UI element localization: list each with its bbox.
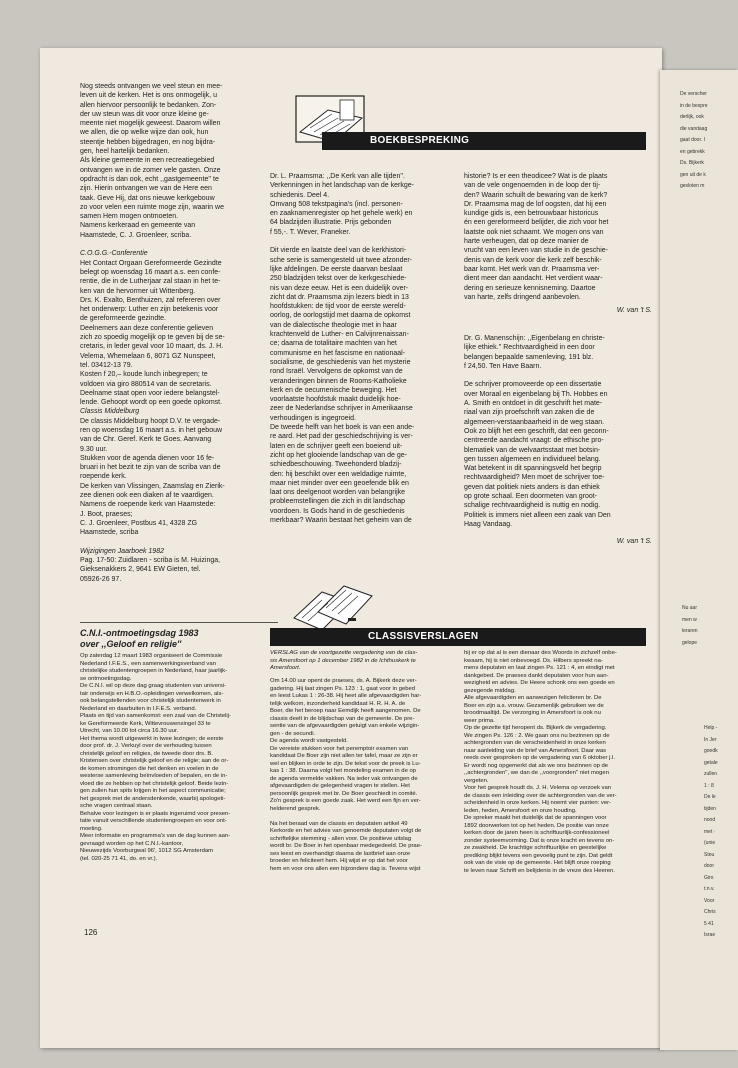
text-line: zonder systeemvorming. Dat is onze kracht en tevens on- — [464, 837, 615, 844]
book-review-column-1 — [270, 172, 458, 525]
text-line: belangen bepaalde samenleving, 191 blz. — [464, 353, 594, 361]
text-line: ,,achtergronden'', we dan de ,,voorgronden'' niet mogen — [464, 770, 609, 776]
text-line: tel. 03412-13 79. — [80, 361, 133, 369]
text-line: laatste ook niet schaamt. We mogen ons van — [464, 228, 604, 236]
text-line: Wat betekent in dit spanningsveld het begrip — [464, 465, 602, 473]
text-line: afgevaardigden de gelegenheid vragen te stellen. Het — [270, 783, 410, 789]
text-line: harte verheugen, dat op deze manier de — [464, 238, 589, 246]
text-line: laat ons deelgenoot worden van belangrijke — [270, 489, 406, 497]
text-line: zee dienen ook een diaken af te vaardigen. — [80, 492, 214, 500]
book-review-column-2 — [464, 172, 652, 302]
text-line: gadering. Hij laat zingen Ps. 123 : 1, gaat voor in gebed — [270, 685, 416, 692]
text-line: met · — [704, 828, 716, 835]
text-line: Kosten f 20,– koude lunch inbegrepen; te — [80, 371, 208, 379]
text-line: ken van de hervormer uit Wittenberg. — [80, 287, 196, 295]
text-line: f 24,50. Ten Have Baarn. — [464, 362, 542, 370]
text-line: gen, heel hartelijk bedanken. — [80, 148, 170, 156]
text-line: Steu — [704, 851, 715, 858]
text-line: het onderwerp: Luther en zijn betekenis voor — [80, 306, 219, 314]
text-line: samen Hem mogen ontmoeten. — [80, 213, 179, 221]
text-line: Behalve voor lezingen is er plaats ingeruimd voor presen- — [80, 810, 231, 817]
text-line: prediking blijkt tevens een gevoelig punt te zijn. Dat geldt — [464, 852, 613, 859]
text-line: nis van deze eeuw. Het is een duidelijk over- — [270, 284, 409, 292]
text-line: Drs. K. Exalto, Benthuizen, zal refereren over — [80, 296, 221, 304]
text-line: gesloten m — [680, 183, 705, 189]
text-line: De spreker maakt het duidelijk dat de spanningen voor — [464, 815, 607, 821]
text-line: Kristensen over christelijk geloof en de religie; aan de or- — [80, 758, 229, 764]
text-line: zicht op het glooiende landschap van de ge- — [270, 451, 407, 459]
text-line: Voor — [704, 897, 715, 904]
text-line: op grote schaal. Een doormeten van groot- — [464, 493, 598, 501]
text-line: probleemstellingen die zich in dit landschap — [270, 498, 406, 506]
adjacent-page — [660, 70, 738, 1050]
text-line: gen zullen hun spits krijgen in het aspect communicatie; — [80, 788, 226, 794]
text-line: kandidaat De Boer zijn niet allen ter tafel, maar ze zijn er — [270, 753, 418, 759]
text-line: moeting. — [80, 825, 103, 832]
text-line: classis deelt in de blijdschap van de gemeente. De pre- — [270, 715, 415, 722]
text-line: opdracht is dan ook, echt ,,gastgemeente'' te — [80, 175, 219, 183]
text-line: Omvang 508 tekstpagina's (incl. personen- — [270, 200, 403, 208]
text-line: Nu aar — [682, 605, 698, 611]
text-line: Om 14.00 uur opent de praeses, ds. A. Bijkerk deze ver- — [270, 678, 417, 684]
text-line: bruari in het bezit te zijn van de scriba van de — [80, 464, 221, 472]
classis-column-b — [464, 650, 650, 875]
text-line: hoofdstukken: de tijd voor de eerste wereld- — [270, 303, 406, 311]
left-column — [80, 82, 278, 584]
text-line: Na het beraad van de classis en deputaten artikel 49 — [270, 820, 408, 827]
boekbespreking-banner — [322, 132, 646, 150]
text-line: vergeten. — [464, 777, 489, 784]
text-line: lijke afdelingen. De eerste daarvan beslaat — [270, 265, 403, 273]
text-line: de classis een inleiding over de achtergronden van de ver- — [464, 792, 617, 799]
text-line: kwaam, hij is niet onbevoegd. Ds. Hilbers spreekt na- — [464, 657, 603, 664]
text-line: van harte, zelfs dringend aanbevolen. — [464, 293, 581, 301]
text-line: getale — [704, 759, 718, 766]
cni-body — [80, 653, 278, 863]
text-line: taak. Geve Hij, dat ons nieuwe kerkgebouw — [80, 194, 215, 202]
text-line: ook belangstellenden voor christelijk studentenwerk in — [80, 698, 221, 704]
text-line: De verscher — [680, 91, 707, 97]
text-line: zijn. Hierin ontvangen we van de Here een — [80, 185, 212, 193]
text-line: se ontmoetingsdag. — [80, 675, 132, 682]
text-line: christelijk geloof en religies, de tweede door drs. B. — [80, 750, 213, 757]
text-line: De kerken van Vlissingen, Zaamslag en Zierik- — [80, 482, 225, 490]
text-line: westerse samenleving beïnvloeden of bepalen, en de in- — [80, 773, 228, 779]
text-line: Op de gezette tijd heropent ds. Bijkerk de vergadering. — [464, 725, 607, 731]
text-line: christelijke studentengroepen in Nederland, haar jaarlijk- — [80, 668, 228, 674]
text-line: merkbaar? Waarin bestaat het geheim van de — [270, 516, 412, 524]
page-number: 126 — [84, 928, 98, 937]
text-line: meente niet mogelijk geweest. Daarom willen — [80, 120, 221, 128]
text-line: 9.30 uur. — [80, 445, 108, 453]
text-line: f 55,-. T. Wever, Franeker. — [270, 228, 351, 236]
text-line: (tel. 020-25 71 41, do. en vr.). — [80, 855, 158, 862]
text-line: dient meer dan aandacht. Het verdient waar- — [464, 275, 603, 283]
text-line: zich zo spoedig mogelijk op te geven bij de se- — [80, 334, 225, 342]
magazine-page — [40, 48, 662, 1048]
text-line: Israe — [704, 932, 716, 938]
text-line: Giro — [704, 874, 714, 881]
adjacent-fragment-top — [680, 86, 708, 195]
text-line: A. Smith en ontdoet in dit geschrift het mate- — [464, 400, 603, 408]
text-line: wel en blijken in orde te zijn. De tekst voor de preek is Lu- — [270, 760, 421, 767]
text-line: de agenda vermelde vakken. Na ieder vak ontvangen de — [270, 775, 418, 782]
text-line: historie? Is er een theodicee? Wat is de plaats — [464, 173, 608, 180]
text-line: Dit vierde en laatste deel van de kerkhistori- — [270, 247, 407, 255]
text-line: Namens kerkeraad en gemeente van — [80, 222, 196, 230]
text-line: De vereiste stukken voor het peremptoir examen van — [270, 745, 409, 752]
cni-top-rule — [80, 622, 278, 623]
text-line: Meer informatie en programma's van de dag kunnen aan- — [80, 833, 231, 839]
text-line: ook van de visie op de gemeente. Het blijft onze roeping — [464, 860, 611, 866]
text-line: en gebrekk — [680, 148, 705, 155]
text-line: nood — [704, 817, 716, 823]
text-line: belegt op woensdag 16 maart a.s. een confe- — [80, 268, 221, 276]
text-line: zo voor velen een ruimte moge zijn, waarin we — [80, 203, 224, 211]
text-line: den: hij beschikt over een weldadige ruimte, — [270, 470, 407, 478]
adjacent-fragment-mid — [682, 600, 698, 651]
text-line: te leven naar Schrift en belijdenis in de vreze des Heeren. — [464, 867, 615, 874]
text-line: ze zwakheid. De krachtige schriftuurlijke en geestelijke — [464, 845, 607, 851]
text-line: algemeen-verstaanbaarheid in de weg staan. — [464, 418, 605, 426]
text-line: van de Chr. Geref. Kerk te Goes. Aanvang — [80, 436, 212, 444]
text-line: 64 bladzijden illustratie. Prijs gebonden — [270, 219, 392, 227]
text-line: Haamstede, scriba — [80, 529, 139, 537]
text-line: voldoen via giro 880514 van de secretaris. — [80, 380, 212, 388]
text-line: socialisme, de geschiedenis van het mysterie — [270, 358, 411, 366]
boekbespreking-title: BOEKBESPREKING — [370, 135, 470, 146]
text-line: vloed die ze hebben op het christelijk geloof. Beide lezin- — [80, 780, 229, 787]
text-line: Gieksenakkers 2, 9641 EW Gieten, tel. — [80, 566, 201, 574]
text-line: re aard. Het pad der geschiedschrijving is ver- — [270, 433, 413, 441]
text-line: in de bespre — [680, 102, 708, 109]
text-line: Voor het gesprek houdt ds. J. H. Velema op verzoek van — [464, 785, 612, 791]
text-line: communisme en het fascisme en nationaal- — [270, 349, 406, 357]
text-line: leraren — [682, 628, 698, 634]
text-line: Kerkorde en het advies van genoemde deputaten volgt de — [270, 828, 422, 834]
text-line: De tweede helft van het boek is van een ande- — [270, 424, 415, 432]
text-line: Politiek is immers niet alleen een zaak van Den — [464, 511, 611, 519]
text-line: maar niet minder over een geoefende blik en — [270, 479, 409, 487]
cni-title — [80, 628, 278, 650]
text-line: Als kleine gemeente in een recreatiegebied — [80, 157, 215, 165]
text-line: Dr. G. Manenschijn: ,,Eigenbelang en christe- — [464, 335, 605, 342]
text-line: sche vragen centraal staan. — [80, 803, 153, 809]
text-line: steentje hebben bijgedragen, en nog bijdra- — [80, 138, 216, 146]
text-line: zullen — [704, 771, 718, 777]
text-line: 250 bladzijden tekst over de kerkgeschiede- — [270, 275, 407, 283]
text-line: gevraagd worden op het C.N.I.-kantoor, — [80, 840, 184, 847]
text-line: mens deputaten en laat zingen Ps. 121 : 4, en eindigt met — [464, 665, 615, 671]
text-line: rechtvaardigheid? Men moet de schrijver toe- — [464, 474, 605, 482]
text-line: Chris — [704, 909, 716, 915]
text-line: rond Israël. Vervolgens de opkomst van de — [270, 368, 403, 376]
text-line — [464, 371, 652, 380]
text-line: ontvangen we in de zomer vele gasten. Onze — [80, 166, 221, 174]
text-line: Dr. L. Praamsma: ,,De Kerk van alle tijden''. — [270, 173, 405, 180]
text-line: Classis Middelburg — [80, 408, 140, 416]
text-line: door — [704, 863, 715, 869]
text-line: Zo'n gesprek is een goede zaak. Het werd een fijn en ver- — [270, 798, 421, 804]
text-line: leden, heden, Amersfoort en onze houding. — [464, 807, 577, 814]
text-line: Verkenningen in het landschap van de kerkge- — [270, 182, 414, 190]
text-line: Stukken voor de agenda dienen voor 16 fe- — [80, 454, 215, 462]
text-line: blematiek van de welvaartsstaat met botsin- — [464, 446, 601, 454]
text-line: gen tussen algemeen en individueel belang. — [464, 455, 601, 463]
text-line — [80, 240, 278, 249]
text-line: Namens de roepende kerk van Haamstede: — [80, 501, 216, 509]
classisverslagen-banner — [270, 628, 646, 646]
text-line: Het thema wordt uitgewerkt in twee lezingen; de eerste — [80, 735, 224, 742]
text-line: Help - — [704, 725, 718, 731]
text-line: lijke ethiek.'' Rechtvaardigheid in een door — [464, 344, 595, 352]
text-line: reeds over gesproken op de vergadering van 6 oktober j.l. — [464, 755, 615, 761]
text-line: zeer de Nederlandse schrijver in Amerikaanse — [270, 405, 413, 413]
text-line: wezigheid en advies. De Heere schonk ons een goede en — [464, 680, 615, 686]
text-line: Er wordt nog opgemerkt dat als we ons bezinnen op de — [464, 762, 609, 769]
text-line: naar aanleiding van de brief van Amersfoort. Daar was — [464, 747, 607, 754]
text-line: helderend gesprek. — [270, 805, 321, 812]
text-line: hij er op dat al is een dienaar des Woords in zichzelf onbe- — [464, 650, 617, 656]
text-line: veranderingen binnen de Rooms-Katholieke — [270, 377, 407, 385]
text-line: we allen, die op welke wijze dan ook, hun — [80, 129, 209, 137]
text-line: van de dialectische theologie met in haar — [270, 321, 397, 329]
signature-1: W. van 't S. — [616, 307, 652, 314]
text-line: en zaaknamenregister op het gehele werk) en — [270, 210, 413, 218]
text-line: kerken door de jaren heen is schriftuurlijk-confessioneel — [464, 830, 610, 836]
text-line: derlijk, ook — [680, 114, 704, 120]
text-line: Haamstede, C. J. Groenleer, scriba. — [80, 231, 192, 239]
text-line: oorlog, de oorlogstijd met daarna de opkomst — [270, 312, 411, 320]
text-line: De schrijver promoveerde op een dissertatie — [464, 381, 602, 389]
text-line: voorlaatste hoofdstuk maakt duidelijk hoe- — [270, 396, 401, 404]
classisverslagen-title: CLASSISVERSLAGEN — [368, 631, 479, 642]
text-line: zicht dat dr. Praamsma zijn lezers biedt in 13 — [270, 293, 409, 301]
text-line: sentie van de afgevaardigden getuigt van enkele wijzigin- — [270, 723, 420, 729]
cni-title-line-1: C.N.I.-ontmoetingsdag 1983 — [80, 628, 199, 638]
classis-intro — [270, 650, 456, 673]
text-line: 1892 doorwerken tot op het heden. De positie van onze — [464, 822, 609, 829]
text-line: broodmaaltijd. De verzorging in Amersfoort is ook nu — [464, 710, 601, 716]
text-line: centreerde aandacht vraagt: de ethische pro- — [464, 437, 604, 445]
text-line: Alle afgevaardigden en aanwezigen feliciteren br. De — [464, 695, 602, 701]
text-line: men w — [682, 616, 697, 623]
text-line: Nederland en daarbuiten in I.F.E.S. verband. — [80, 705, 197, 712]
classis-column-a — [270, 678, 456, 873]
text-line: De C.N.I. wil op deze dag graag studenten van universi- — [80, 683, 227, 689]
text-line: Wijzigingen Jaarboek 1982 — [80, 547, 164, 555]
signature-2: W. van 't S. — [616, 538, 652, 545]
text-line: en leest Lukas 1 : 26-38. Hij heet alle afgevaardigden har- — [270, 693, 422, 699]
text-line: goedk — [704, 748, 718, 754]
text-line: verhoudingen is ingegroeid. — [270, 414, 357, 422]
text-line: ren op woensdag 16 maart a.s. in het gebouw — [80, 426, 223, 434]
adjacent-fragment-bottom — [704, 720, 718, 944]
text-line: rentie, die in de Lutherjaar zal staan in het te- — [80, 278, 221, 286]
text-line: gen uit de k — [680, 171, 706, 178]
text-line: vrucht van een leven van studie in de geschie- — [464, 247, 608, 255]
text-line: gelope — [682, 639, 698, 646]
text-line: scheidenheid in onze kerken. Hij noemt vier punten: ver- — [464, 800, 612, 806]
text-line: Pag. 17-50: Zuidlaren - scriba is M. Huizinga, — [80, 557, 221, 565]
text-line: schiedenis. Deel 4. — [270, 191, 330, 199]
book-review-column-3 — [464, 334, 652, 529]
text-line: sche serie is samengesteld uit twee afzonder- — [270, 256, 413, 264]
text-line: persoonlijk gesprek met br. De Boer geschiedt in comité. — [270, 790, 418, 797]
text-line: tair onderwijs en H.B.O.-opleidingen verwelkomen, als- — [80, 690, 224, 697]
text-line: het gesprek met de andersdenkende, waarbij apologeti- — [80, 795, 226, 802]
text-line: J. Boot, praeses; — [80, 510, 133, 518]
text-line: weer prima. — [464, 717, 495, 724]
text-line: allen hiervoor persoonlijk te bedanken. Zon- — [80, 101, 217, 109]
text-line: schiedbeschouwing. Tweehonderd bladzij- — [270, 461, 402, 469]
text-line: leven uit de kerken. Het is ons onmogelijk, u — [80, 92, 217, 100]
text-line: broeder en feliciteert hem. Hij wijst er op dat het voor — [270, 858, 408, 864]
text-line: tatie vanuit verschillende studentengroepen en voor ont- — [80, 818, 227, 824]
text-line: laten en de schrijver geeft een boeiend uit- — [270, 442, 403, 450]
text-line: telijk welkom, inzonderheid kandidaat H. R. H. A. de — [270, 700, 406, 707]
text-line: Dr. Praamsma mag de lof oogsten, dat hij een — [464, 200, 607, 208]
text-line: Ook zo blijft het een geschrift, dat een geconn- — [464, 427, 609, 435]
text-line: Deelname staat open voor iedere belangstel- — [80, 389, 220, 397]
text-line: krachtenveld de Luther- en Calvijnrenaissan- — [270, 331, 409, 339]
text-line: kerk en de oecumenische beweging. Het — [270, 386, 397, 394]
text-line: Het Contact Orgaan Gereformeerde Gezindte — [80, 259, 222, 267]
text-line: (unie — [704, 840, 716, 846]
text-line: schalige rechtvaardigheid is nuttig en nodig. — [464, 502, 601, 510]
text-line: én een gereformeerd belijder, die zich voor het — [464, 219, 609, 227]
text-line: geven dat politiek niets anders is dan ethiek — [464, 483, 600, 491]
text-line: kundige gids is, een betrouwbaar historicus — [464, 210, 599, 218]
text-line: roepende kerk. — [80, 473, 127, 481]
text-line: gen - de secundi. — [270, 730, 316, 737]
text-line: Plaats en tijd van samenkomst: een zaal van de Christelij- — [80, 713, 231, 719]
text-line: gaat door. I — [680, 137, 706, 143]
text-line: riaal van zijn proefschrift van zaken die de — [464, 409, 595, 417]
text-line: ce; daarna de totalitaire machten van het — [270, 340, 397, 348]
text-line: C. J. Groenleer, Postbus 41, 4328 ZG — [80, 519, 198, 527]
text-line: der uw steun was dit voor onze kleine ge- — [80, 110, 209, 118]
text-line: Deelnemers aan deze conferentie gelieven — [80, 324, 214, 332]
text-line: denis van de kerk voor die kerk zelf beschik- — [464, 256, 602, 264]
text-line: schriftelijke stemming - allen voor. De positieve uitslag — [270, 835, 412, 842]
text-line: Nederland I.F.E.S., een samenwerkingsverband van — [80, 660, 216, 667]
text-line: dankgebed. De praeses dankt deputaten voor hun aan- — [464, 672, 609, 679]
text-line: van de vele ongenoemden in de loop der tij- — [464, 182, 601, 190]
text-line: Amersfoort. — [270, 665, 301, 671]
text-line: 1 : 8 — [704, 782, 714, 789]
text-line: VERSLAG van de voortgezette vergadering van de clas- — [270, 650, 418, 656]
text-line: De classis Middelburg hoopt D.V. te vergade- — [80, 417, 221, 425]
text-line: cretaris, in leder geval voor 10 maart, ds. J. H. — [80, 343, 224, 351]
text-line: wordt br. De Boer in het openbaar medegedeeld. De prae- — [270, 843, 422, 849]
text-line: sis Amersfoort op 1 december 1982 in de Ichthuskerk te — [270, 657, 416, 664]
text-line: De agenda wordt vastgesteld. — [270, 738, 348, 744]
text-line: dering en serieuze kennisneming. Daartoe — [464, 284, 596, 292]
text-line: tijden — [704, 805, 716, 812]
text-line: Utrecht, van 10.00 tot circa 16.30 uur. — [80, 728, 179, 734]
text-line: 05926-26 97. — [80, 575, 122, 583]
text-line: over Moraal en eigenbelang bij Th. Hobbes en — [464, 390, 608, 398]
text-line: den? Waarin schuilt de bewaring van de kerk? — [464, 191, 608, 199]
text-line: In Jer — [704, 736, 717, 743]
text-line: Haag Vandaag. — [464, 520, 513, 528]
text-line: C.O.G.G.-Conferentie — [80, 250, 148, 258]
cni-title-line-2: over ,,Geloof en religie'' — [80, 639, 182, 649]
text-line: de komen stromingen die het denken en voelen in de — [80, 765, 219, 772]
text-line: ke Gereformeerde Kerk, Wittevrouwensingel 33 te — [80, 720, 211, 727]
text-line: hem en voor ons allen een bijzondere dag is. Tevens wijst — [270, 865, 421, 872]
text-line: Nog steeds ontvangen we veel steun en mee- — [80, 83, 223, 90]
text-line: Boer, die het beroep naar Eemdijk heeft aangenomen. De — [270, 708, 421, 714]
text-line: baar komt. Het werk van dr. Praamsma ver- — [464, 265, 600, 273]
text-line: Velema, Whemelaan 6, 8071 GZ Nunspeet, — [80, 352, 216, 360]
text-line: lende. Gehoopt wordt op een goede opkomst. — [80, 399, 223, 407]
text-line: Nieuwezijds Voorburgwal 96', 1012 SG Amsterdam — [80, 848, 214, 854]
text-line: De le — [704, 794, 716, 800]
text-line: 5 41 — [704, 920, 714, 927]
text-line: Boer en zijn a.s. vrouw. Gezamenlijk gebruiken we de — [464, 702, 604, 709]
text-line: t.n.v. — [704, 886, 715, 892]
text-line: door prof. dr. J. Verkuyl over de verhouding tussen — [80, 743, 212, 749]
text-line: de gereformeerde gezindte. — [80, 315, 166, 323]
text-line: die vandaag — [680, 125, 708, 132]
text-line — [270, 237, 458, 246]
text-line: We zingen Ps. 126 : 2. We gaan ons nu bezinnen op de — [464, 732, 610, 739]
text-line — [80, 538, 278, 547]
text-line: Ds. Bijkerk — [680, 160, 704, 166]
text-line: kas 1 : 38. Daarna volgt het mondeling examen in de op — [270, 768, 417, 774]
text-line: Op zaterdag 12 maart 1983 organiseert de Commissie — [80, 653, 223, 659]
text-line: achtergronden van de verscheidenheid in onze kerken — [464, 740, 606, 746]
text-line — [270, 813, 456, 821]
text-line: gezegende middag. — [464, 687, 516, 694]
text-line: voordoen. Is Gods hand in de geschiedenis — [270, 507, 405, 515]
text-line: ses leest en overhandigt daarna de lastbrief aan onze — [270, 850, 411, 857]
